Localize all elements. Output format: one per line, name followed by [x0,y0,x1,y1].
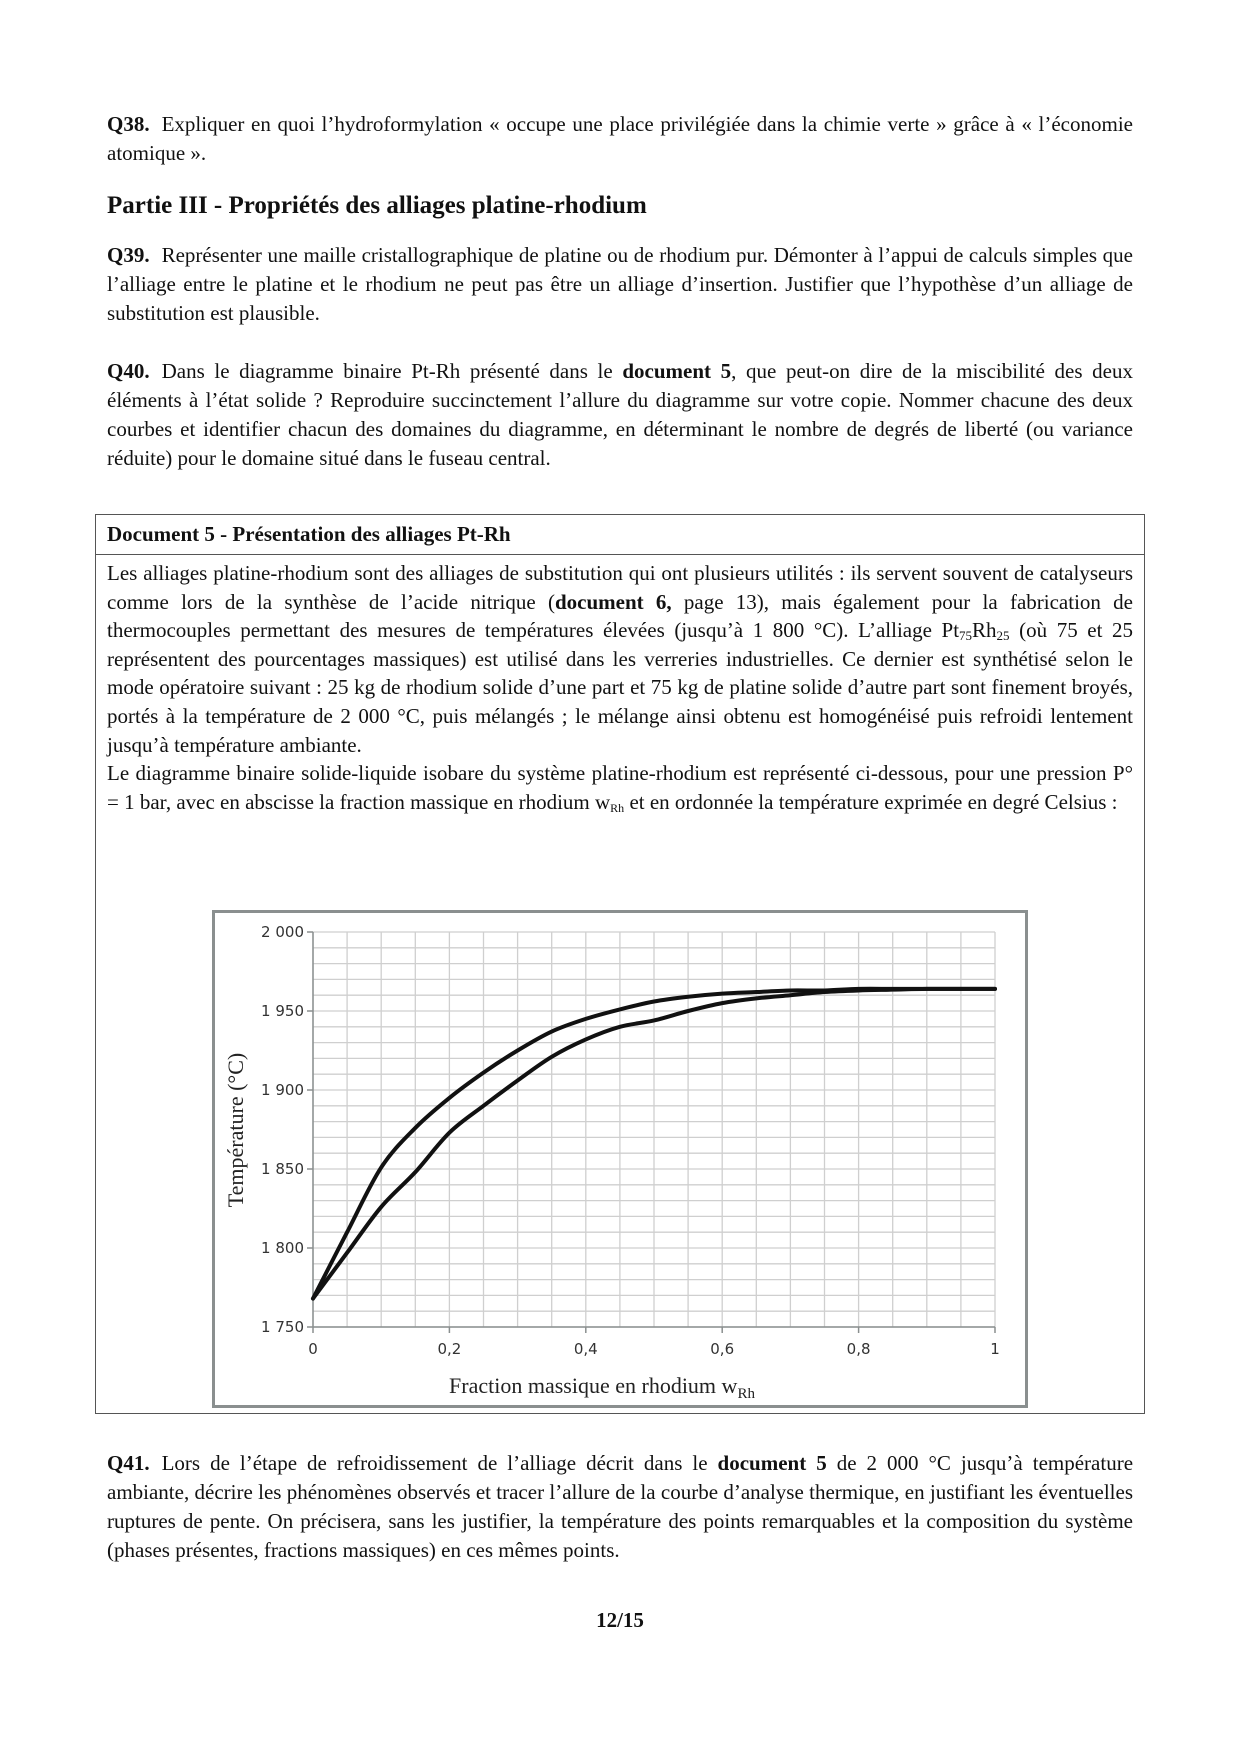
question-number: Q38. [107,112,150,136]
x-axis-label: Fraction massique en rhodium $w_{Rh}$ [449,1373,755,1402]
section-heading: Partie III - Propriétés des alliages platine-rhodium [107,192,647,219]
y-tick-label: 1 950 [261,1002,304,1020]
document-title: Document 5 - Présentation des alliages Pt-Rh [96,515,1144,555]
text: Le diagramme binaire solide-liquide isobare du système platine-rhodium est représenté ci-dessous, pour une pression P° = 1 bar, avec en abscisse la fraction massique en rhodium w [107,761,1133,814]
x-tick-label: 0,8 [846,1340,871,1358]
y-tick-label: 1 900 [261,1081,304,1099]
y-tick-label: 1 750 [261,1318,304,1336]
question-number: Q41. [107,1451,150,1475]
question-text-cont: , que peut-on dire de la miscibilité des deux éléments à l’état solide ? Reproduire succinctement l’allure du diagramme sur votre copie. Nommer chacune des deux courbes et identifier chacun des domaines du diagramme, en déterminant le nombre de degrés de liberté (ou variance réduite) pour le domaine situé dans le fuseau central. [107,359,1133,470]
document-paragraph-2 [107,759,1133,816]
subscript: 75 [959,628,973,644]
document-paragraph-1 [107,559,1133,759]
question-number: Q40. [107,359,150,383]
document-reference: document 6, [554,589,672,614]
y-tick-label: 1 850 [261,1160,304,1178]
question-q41 [107,1449,1133,1565]
text: page 13), mais également pour la fabrication de thermocouples permettant des mesures de températures élevées (jusqu’à 1 800 °C). L’alliage Pt [107,589,1133,643]
x-tick-label: 0,6 [710,1340,735,1358]
subscript: Rh [610,800,625,815]
question-text: Représenter une maille cristallographique de platine ou de rhodium pur. Démonter à l’appui de calculs simples que l’alliage entre le platine et le rhodium ne peut pas être un alliage d’insertion. Justifier que l’hypothèse d’un alliage de substitution est plausible. [107,243,1133,325]
x-tick-label: 0 [308,1340,318,1358]
y-axis-label: Température (°C) [223,1052,248,1208]
question-text-cont: de 2 000 °C jusqu’à température ambiante, décrire les phénomènes observés et tracer l’allure de la courbe d’analyse thermique, en justifiant les éventuelles ruptures de pente. On précisera, sans les justifier, la température des points remarquables et la composition du système (phases présentes, fractions massiques) en ces mêmes points. [107,1451,1134,1562]
page-number: 12/15 [596,1608,644,1632]
text: et en ordonnée la température exprimée en degré Celsius : [624,789,1118,814]
question-number: Q39. [107,243,150,267]
question-text: Dans le diagramme binaire Pt-Rh présenté dans le [161,359,613,383]
subscript: 25 [996,628,1010,644]
question-text: Expliquer en quoi l’hydroformylation « occupe une place privilégiée dans la chimie verte » grâce à « l’économie atomique ». [107,112,1133,165]
x-tick-label: 0,4 [573,1340,598,1358]
phase-diagram-chart [212,910,1028,1408]
document-reference: document 5 [717,1451,827,1475]
x-tick-label: 1 [990,1340,1000,1358]
y-tick-label: 1 800 [261,1239,304,1257]
question-text: Lors de l’étape de refroidissement de l’alliage décrit dans le [161,1451,708,1475]
text: Rh [972,618,997,643]
question-q39 [107,241,1133,328]
question-q38 [107,110,1133,168]
document-body [96,555,1144,816]
chart-plot [215,913,1025,1405]
text: Les alliages platine-rhodium sont des alliages de substitution qui ont plusieurs utilités : ils servent souvent de catalyseurs comme lors de la synthèse de l’acide nitrique ( [107,561,1133,614]
document-reference: document 5 [622,359,732,383]
question-q40 [107,357,1133,473]
document-5-box [95,514,1145,1414]
text: (où 75 et 25 représentent des pourcentages massiques) est utilisé dans les verreries industrielles. Ce dernier est synthétisé selon le mode opératoire suivant : 25 kg de rhodium solide d’une part et 75 kg de platine solide d’autre part sont finement broyés, portés à la température de 2 000 °C, puis mélangés ; le mélange ainsi obtenu est homogénéisé puis refroidi lentement jusqu’à température ambiante. [107,618,1133,757]
y-tick-label: 2 000 [261,923,304,941]
x-tick-label: 0,2 [437,1340,462,1358]
